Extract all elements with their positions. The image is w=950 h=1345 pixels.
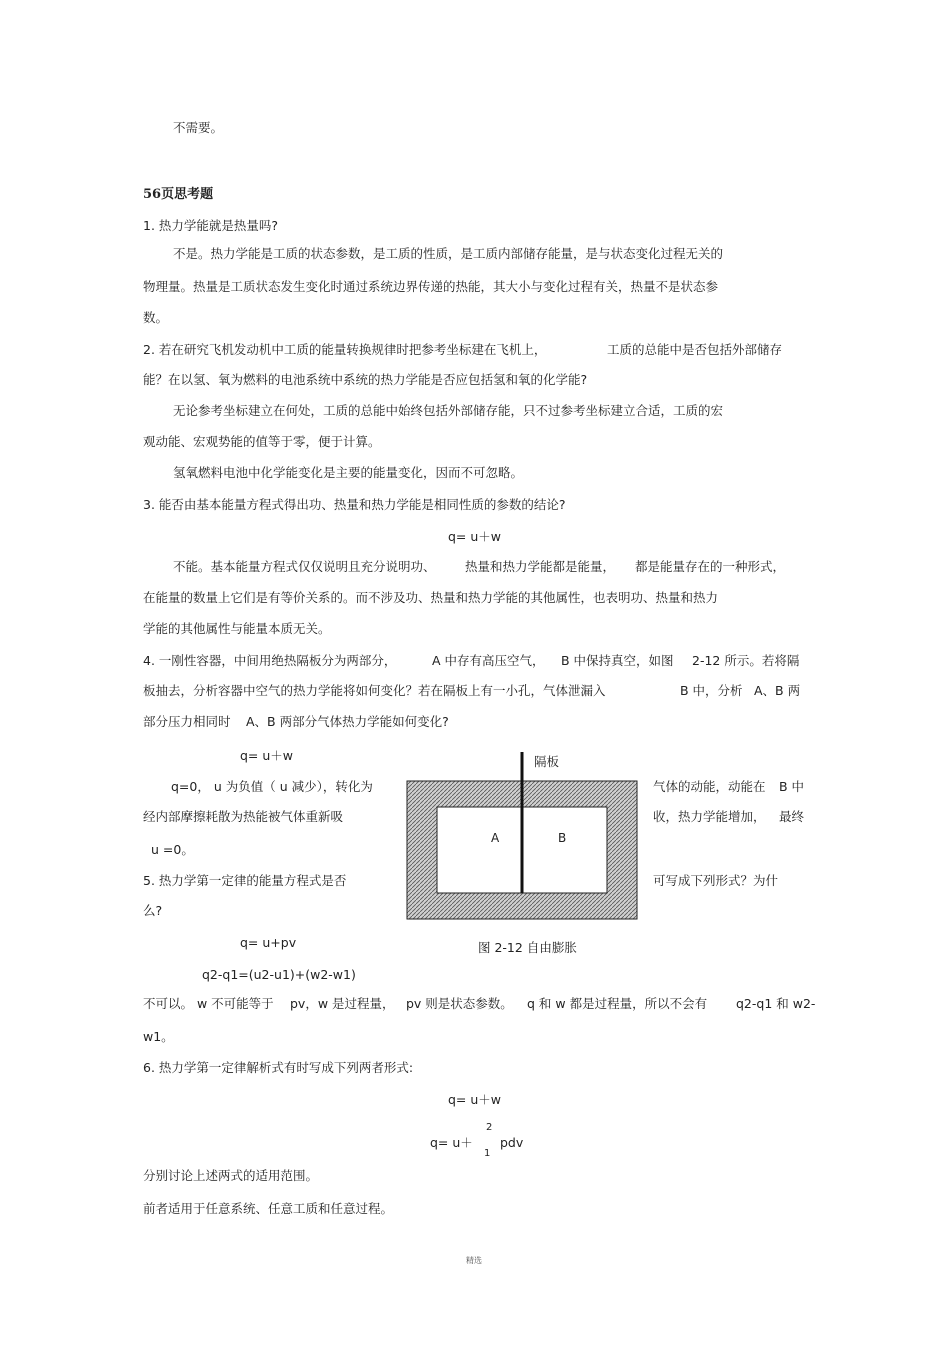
- question-5: 5. 热力学第一定律的能量方程式是否: [143, 873, 347, 888]
- text-line: 无论参考坐标建立在何处，工质的总能中始终包括外部储存能，只不过参考坐标建立合适，工质的宏: [173, 403, 724, 418]
- text-line: 不需要。: [173, 120, 224, 135]
- text-line: 分别讨论上述两式的适用范围。: [143, 1168, 319, 1183]
- text-line: A、B 两部分气体热力学能如何变化?: [246, 714, 449, 729]
- figure-free-expansion: [400, 752, 645, 924]
- text-line: 前者适用于任意系统、任意工质和任意过程。: [143, 1201, 394, 1216]
- text-line: 热量和热力学能都是能量，: [465, 559, 616, 574]
- text-line: 观动能、宏观势能的值等于零，便于计算。: [143, 434, 381, 449]
- question-6: 6. 热力学第一定律解析式有时写成下列两者形式:: [143, 1060, 414, 1075]
- text-line: w1。: [143, 1029, 174, 1044]
- text-line: 物理量。热量是工质状态发生变化时通过系统边界传递的热能，其大小与变化过程有关，热量不是状态参: [143, 279, 719, 294]
- text-line: 在能量的数量上它们是有等价关系的。而不涉及功、热量和热力学能的其他属性，也表明功、热量和热力: [143, 590, 719, 605]
- container-diagram: [400, 752, 645, 924]
- question-4: 4. 一刚性容器，中间用绝热隔板分为两部分，: [143, 653, 397, 668]
- question-2-cont: 工质的总能中是否包括外部储存: [607, 342, 783, 357]
- text-line: u =0。: [151, 842, 194, 857]
- text-line: 经内部摩擦耗散为热能被气体重新吸: [143, 809, 344, 824]
- text-line: 不能。基本能量方程式仅仅说明且充分说明功、: [173, 559, 436, 574]
- text-line: pv 则是状态参数。: [406, 996, 513, 1011]
- figure-caption: 图 2-12 自由膨胀: [478, 940, 577, 955]
- text-line: 部分压力相同时: [143, 714, 231, 729]
- page-footer: 精选: [466, 1256, 482, 1265]
- equation: q= u+pv: [240, 935, 297, 950]
- region-b-label: B: [558, 831, 567, 845]
- text-line: 板抽去，分析容器中空气的热力学能将如何变化？若在隔板上有一小孔，气体泄漏入: [143, 683, 606, 698]
- partition-label: 隔板: [534, 754, 560, 769]
- question-3: 3. 能否由基本能量方程式得出功、热量和热力学能是相同性质的参数的结论?: [143, 497, 566, 512]
- text-line: 不是。热力学能是工质的状态参数，是工质的性质，是工质内部储存能量，是与状态变化过程无关的: [173, 246, 724, 261]
- equation: q= u＋: [430, 1135, 473, 1150]
- text-line: 收，热力学能增加，: [653, 809, 766, 824]
- equation: q= u＋w: [240, 748, 294, 763]
- text-line: A 中存有高压空气，: [432, 653, 545, 668]
- integral-upper-limit: 2: [486, 1122, 493, 1133]
- text-line: 学能的其他属性与能量本质无关。: [143, 621, 331, 636]
- text-line: B 中，分析: [680, 683, 743, 698]
- text-line: 氢氧燃料电池中化学能变化是主要的能量变化，因而不可忽略。: [173, 465, 524, 480]
- text-line: 2-12 所示。若将隔: [692, 653, 800, 668]
- integral-lower-limit: 1: [484, 1148, 491, 1159]
- equation: q= u＋w: [448, 1092, 502, 1107]
- text-line: 最终: [779, 809, 805, 824]
- text-line: B 中: [779, 779, 805, 794]
- equation: q2-q1=(u2-u1)+(w2-w1): [202, 967, 356, 982]
- text-line: 能？在以氢、氧为燃料的电池系统中系统的热力学能是否应包括氢和氧的化学能?: [143, 372, 588, 387]
- text-line: 不可以。 w 不可能等于: [143, 996, 274, 1011]
- section-heading: 56页思考题: [143, 187, 214, 202]
- equation: q= u＋w: [448, 529, 502, 544]
- equation-integrand: pdv: [500, 1135, 524, 1150]
- question-1: 1. 热力学能就是热量吗?: [143, 218, 279, 233]
- text-line: B 中保持真空，如图: [561, 653, 674, 668]
- text-line: 气体的动能，动能在: [653, 779, 766, 794]
- question-2: 2. 若在研究飞机发动机中工质的能量转换规律时把参考坐标建在飞机上，: [143, 342, 547, 357]
- text-line: q2-q1 和 w2-: [736, 996, 816, 1011]
- text-line: 都是能量存在的一种形式，: [635, 559, 786, 574]
- text-line: 数。: [143, 310, 169, 325]
- text-line: q=0， u 为负值（ u 减少），转化为: [171, 779, 373, 794]
- text-line: q 和 w 都是过程量，所以不会有: [527, 996, 708, 1011]
- text-line: A、B 两: [754, 683, 801, 698]
- text-line: 可写成下列形式？为什: [653, 873, 779, 888]
- region-a-label: A: [491, 831, 500, 845]
- text-line: 么?: [143, 903, 163, 918]
- text-line: pv，w 是过程量，: [290, 996, 395, 1011]
